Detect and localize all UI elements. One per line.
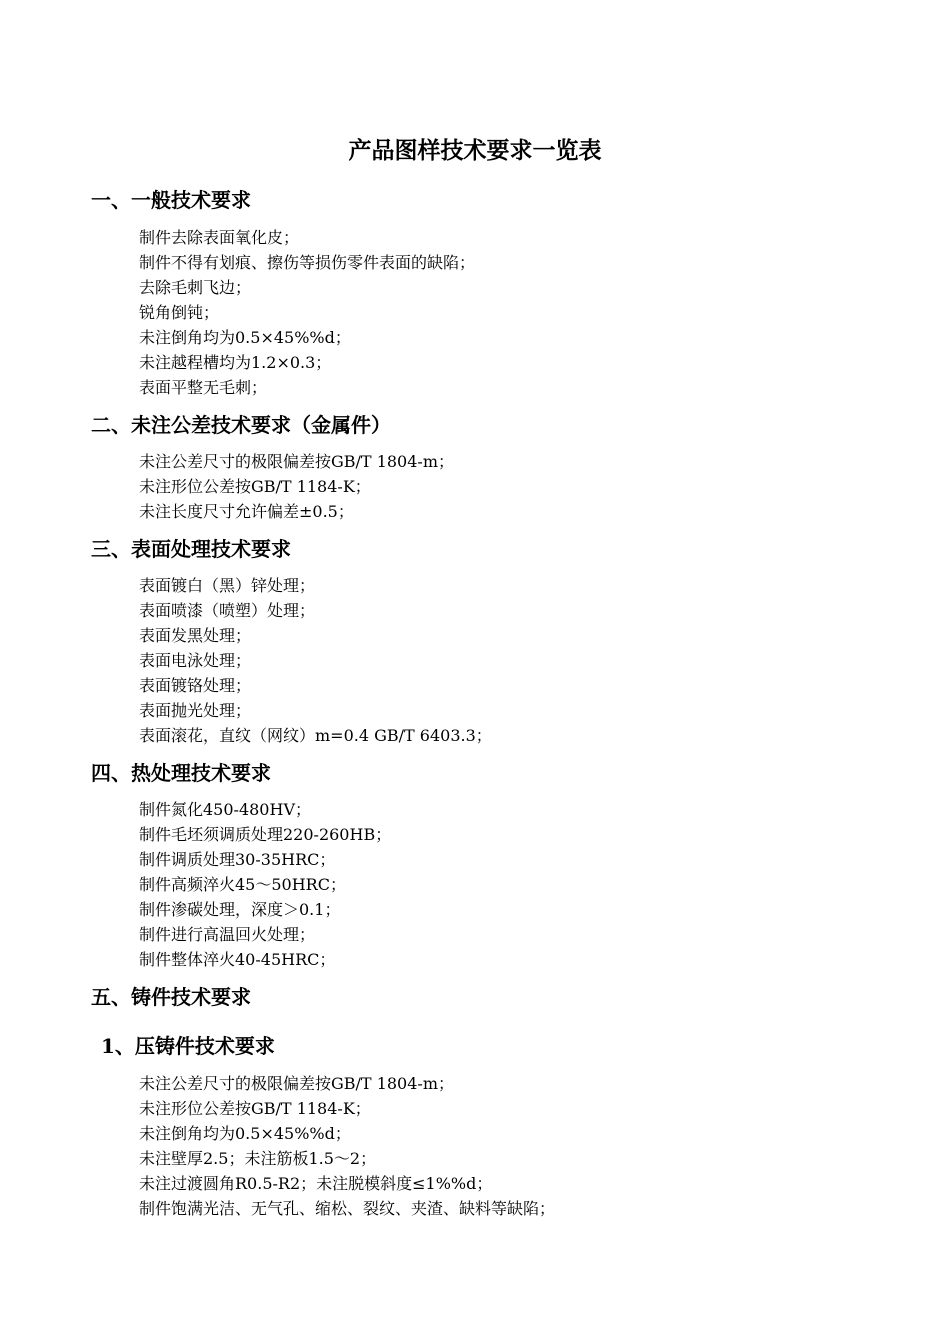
list-item: 制件高频淬火45～50HRC； — [139, 875, 346, 894]
list-item: 未注倒角均为0.5×45%%d； — [139, 1124, 351, 1143]
list-item: 制件调质处理30-35HRC； — [139, 850, 336, 869]
section-heading-general: 一、一般技术要求 — [91, 188, 251, 212]
section-heading-heat-treatment: 四、热处理技术要求 — [91, 761, 271, 785]
list-item: 未注过渡圆角R0.5-R2；未注脱模斜度≤1%%d； — [139, 1174, 493, 1193]
section-list-tolerance — [139, 449, 454, 524]
section-list-general — [139, 225, 475, 400]
section-list-heat-treatment — [139, 797, 391, 972]
list-item: 未注形位公差按GB/T 1184-K； — [139, 477, 371, 496]
page-title: 产品图样技术要求一览表 — [348, 137, 602, 164]
list-item: 表面抛光处理； — [139, 701, 252, 720]
list-item: 表面电泳处理； — [139, 651, 252, 670]
list-item: 制件饱满光洁、无气孔、缩松、裂纹、夹渣、缺料等缺陷； — [139, 1199, 556, 1218]
list-item: 制件不得有划痕、擦伤等损伤零件表面的缺陷； — [139, 253, 476, 272]
section-heading-tolerance: 二、未注公差技术要求（金属件） — [91, 413, 391, 437]
section-list-surface — [139, 573, 492, 748]
list-item: 锐角倒钝； — [139, 303, 220, 322]
list-item: 表面平整无毛刺； — [139, 378, 268, 397]
subsection-heading-die-casting: 1、压铸件技术要求 — [101, 1034, 275, 1058]
list-item: 未注倒角均为0.5×45%%d； — [139, 328, 351, 347]
list-item: 制件整体淬火40-45HRC； — [139, 950, 336, 969]
list-item: 制件毛坯须调质处理220-260HB； — [139, 825, 392, 844]
subsection-list-die-casting — [139, 1071, 555, 1221]
list-item: 未注形位公差按GB/T 1184-K； — [139, 1099, 371, 1118]
list-item: 未注公差尺寸的极限偏差按GB/T 1804-m； — [139, 1074, 454, 1093]
list-item: 表面发黑处理； — [139, 626, 252, 645]
list-item: 未注长度尺寸允许偏差±0.5； — [139, 502, 354, 521]
list-item: 表面镀白（黑）锌处理； — [139, 576, 316, 595]
list-item: 未注公差尺寸的极限偏差按GB/T 1804-m； — [139, 452, 454, 471]
section-heading-casting: 五、铸件技术要求 — [91, 985, 251, 1009]
list-item: 未注越程槽均为1.2×0.3； — [139, 353, 332, 372]
list-item: 去除毛刺飞边； — [139, 278, 252, 297]
list-item: 制件去除表面氧化皮； — [139, 228, 300, 247]
section-heading-surface: 三、表面处理技术要求 — [91, 537, 291, 561]
list-item: 未注壁厚2.5；未注筋板1.5～2； — [139, 1149, 377, 1168]
list-item: 表面镀铬处理； — [139, 676, 252, 695]
list-item: 制件氮化450-480HV； — [139, 800, 311, 819]
list-item: 制件渗碳处理，深度＞0.1； — [139, 900, 341, 919]
list-item: 表面滚花，直纹（网纹）m=0.4 GB/T 6403.3； — [139, 726, 492, 745]
list-item: 制件进行高温回火处理； — [139, 925, 316, 944]
list-item: 表面喷漆（喷塑）处理； — [139, 601, 316, 620]
